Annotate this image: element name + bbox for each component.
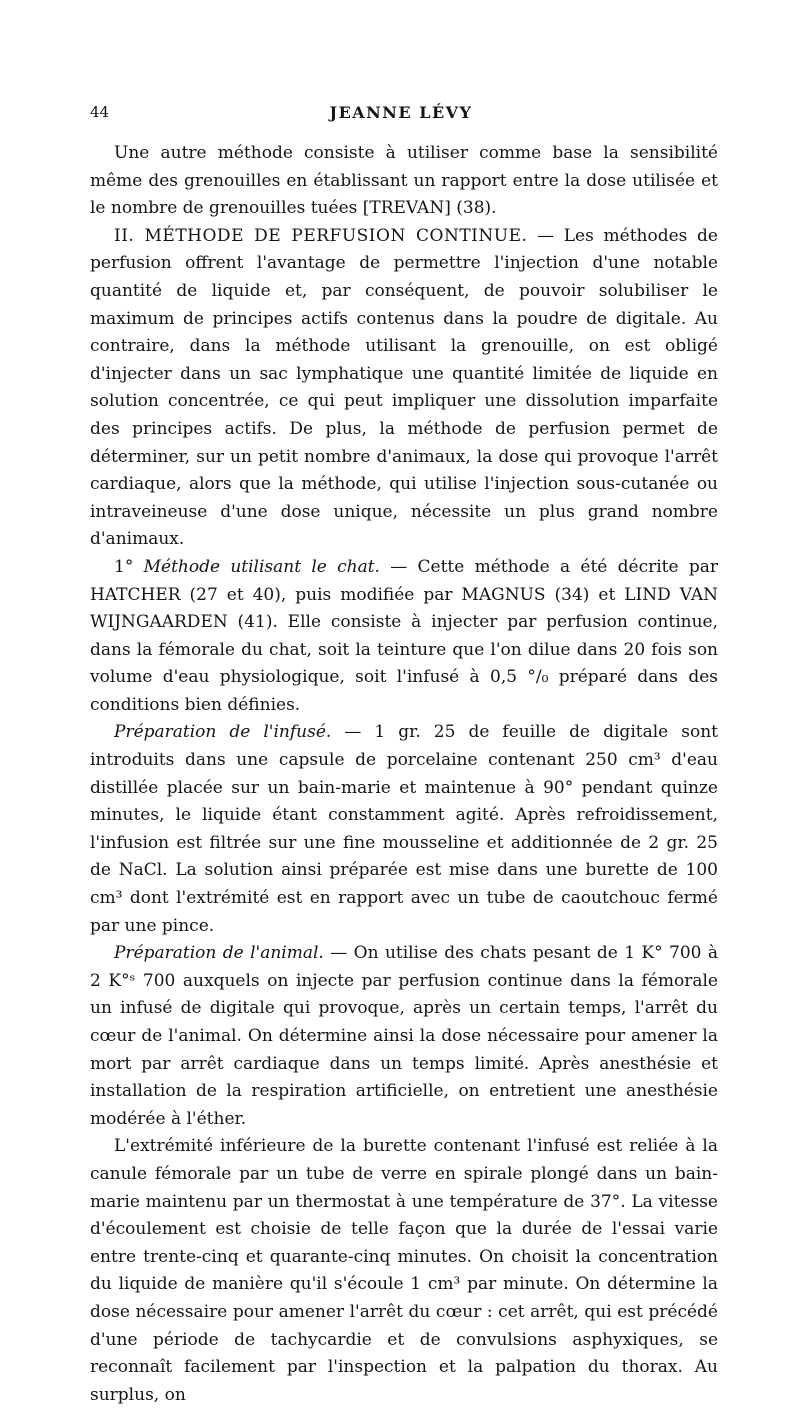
section-heading-perfusion: II. MÉTHODE DE PERFUSION CONTINUE. — [114, 225, 528, 246]
subsection-heading-chat: Méthode utilisant le chat. — [133, 556, 380, 577]
paragraph-3 — [90, 554, 718, 720]
paragraph-4 — [90, 719, 718, 940]
paragraph-2 — [90, 223, 718, 554]
page-number: 44 — [90, 103, 110, 121]
paragraph-3-text: — Cette méthode a été décrite par HATCHER (27 et 40), puis modifiée par MAGNUS (34) et LIND VAN WIJNGAARDEN (41). Elle consiste à injecter par perfusion continue, dans la fémorale du chat, soit la teinture que l'on dilue dans 20 fois son volume d'eau physiologique, soit l'infusé à 0,5 °/₀ préparé dans des conditions bien définies. — [90, 556, 718, 715]
body-text — [90, 140, 718, 1409]
paragraph-5 — [90, 940, 718, 1133]
subsection-number: 1° — [114, 556, 134, 577]
paragraph-6: L'extrémité inférieure de la burette contenant l'infusé est reliée à la canule fémorale par un tube de verre en spirale plongé dans un bain-marie maintenu par un thermostat à une température de 37°. La vitesse d'écoulement est choisie de telle façon que la durée de l'essai varie entre trente-cinq et quarante-cinq minutes. On choisit la concentration du liquide de manière qu'il s'écoule 1 cm³ par minute. On détermine la dose nécessaire pour amener l'arrêt du cœur : cet arrêt, qui est précédé d'une période de tachycardie et de convulsions asphyxiques, se reconnaît facilement par l'inspection et la palpation du thorax. Au surplus, on — [90, 1136, 718, 1405]
paragraph-5-text: — On utilise des chats pesant de 1 K° 700 à 2 K°ˢ 700 auxquels on injecte par perfusion continue dans la fémorale un infusé de digitale qui provoque, après un certain temps, l'arrêt du cœur de l'animal. On détermine ainsi la dose nécessaire pour amener la mort par arrêt cardiaque dans un temps limité. Après anesthésie et installation de la respiration artificielle, on entretient une anesthésie modérée à l'éther. — [90, 943, 718, 1129]
page-header — [90, 103, 712, 129]
heading-preparation-infuse: Préparation de l'infusé. — [114, 722, 332, 743]
paragraph-4-text: — 1 gr. 25 de feuille de digitale sont introduits dans une capsule de porcelaine contenant 250 cm³ d'eau distillée placée sur un bain-marie et maintenue à 90° pendant quinze minutes, le liquide étant constamment agité. Après refroidissement, l'infusion est filtrée sur une fine mousseline et additionnée de 2 gr. 25 de NaCl. La solution ainsi préparée est mise dans une burette de 100 cm³ dont l'extrémité est en rapport avec un tube de caoutchouc fermé par une pince. — [90, 722, 718, 936]
paragraph-1: Une autre méthode consiste à utiliser comme base la sensibilité même des grenouilles en établissant un rapport entre la dose utilisée et le nombre de grenouilles tuées [TREVAN] (38). — [90, 143, 718, 219]
paragraph-2-text: — Les méthodes de perfusion offrent l'avantage de permettre l'injection d'une notable quantité de liquide et, par conséquent, de pouvoir solubiliser le maximum de principes actifs contenus dans la poudre de digitale. Au contraire, dans la méthode utilisant la grenouille, on est obligé d'injecter dans un sac lymphatique une quantité limitée de liquide en solution concentrée, ce qui peut impliquer une dissolution imparfaite des principes actifs. De plus, la méthode de perfusion permet de déterminer, sur un petit nombre d'animaux, la dose qui provoque l'arrêt cardiaque, alors que la méthode, qui utilise l'injection sous-cutanée ou intraveineuse d'une dose unique, nécessite un plus grand nombre d'animaux. — [90, 225, 718, 550]
running-head: JEANNE LÉVY — [329, 103, 473, 122]
heading-preparation-animal: Préparation de l'animal. — [114, 943, 324, 964]
